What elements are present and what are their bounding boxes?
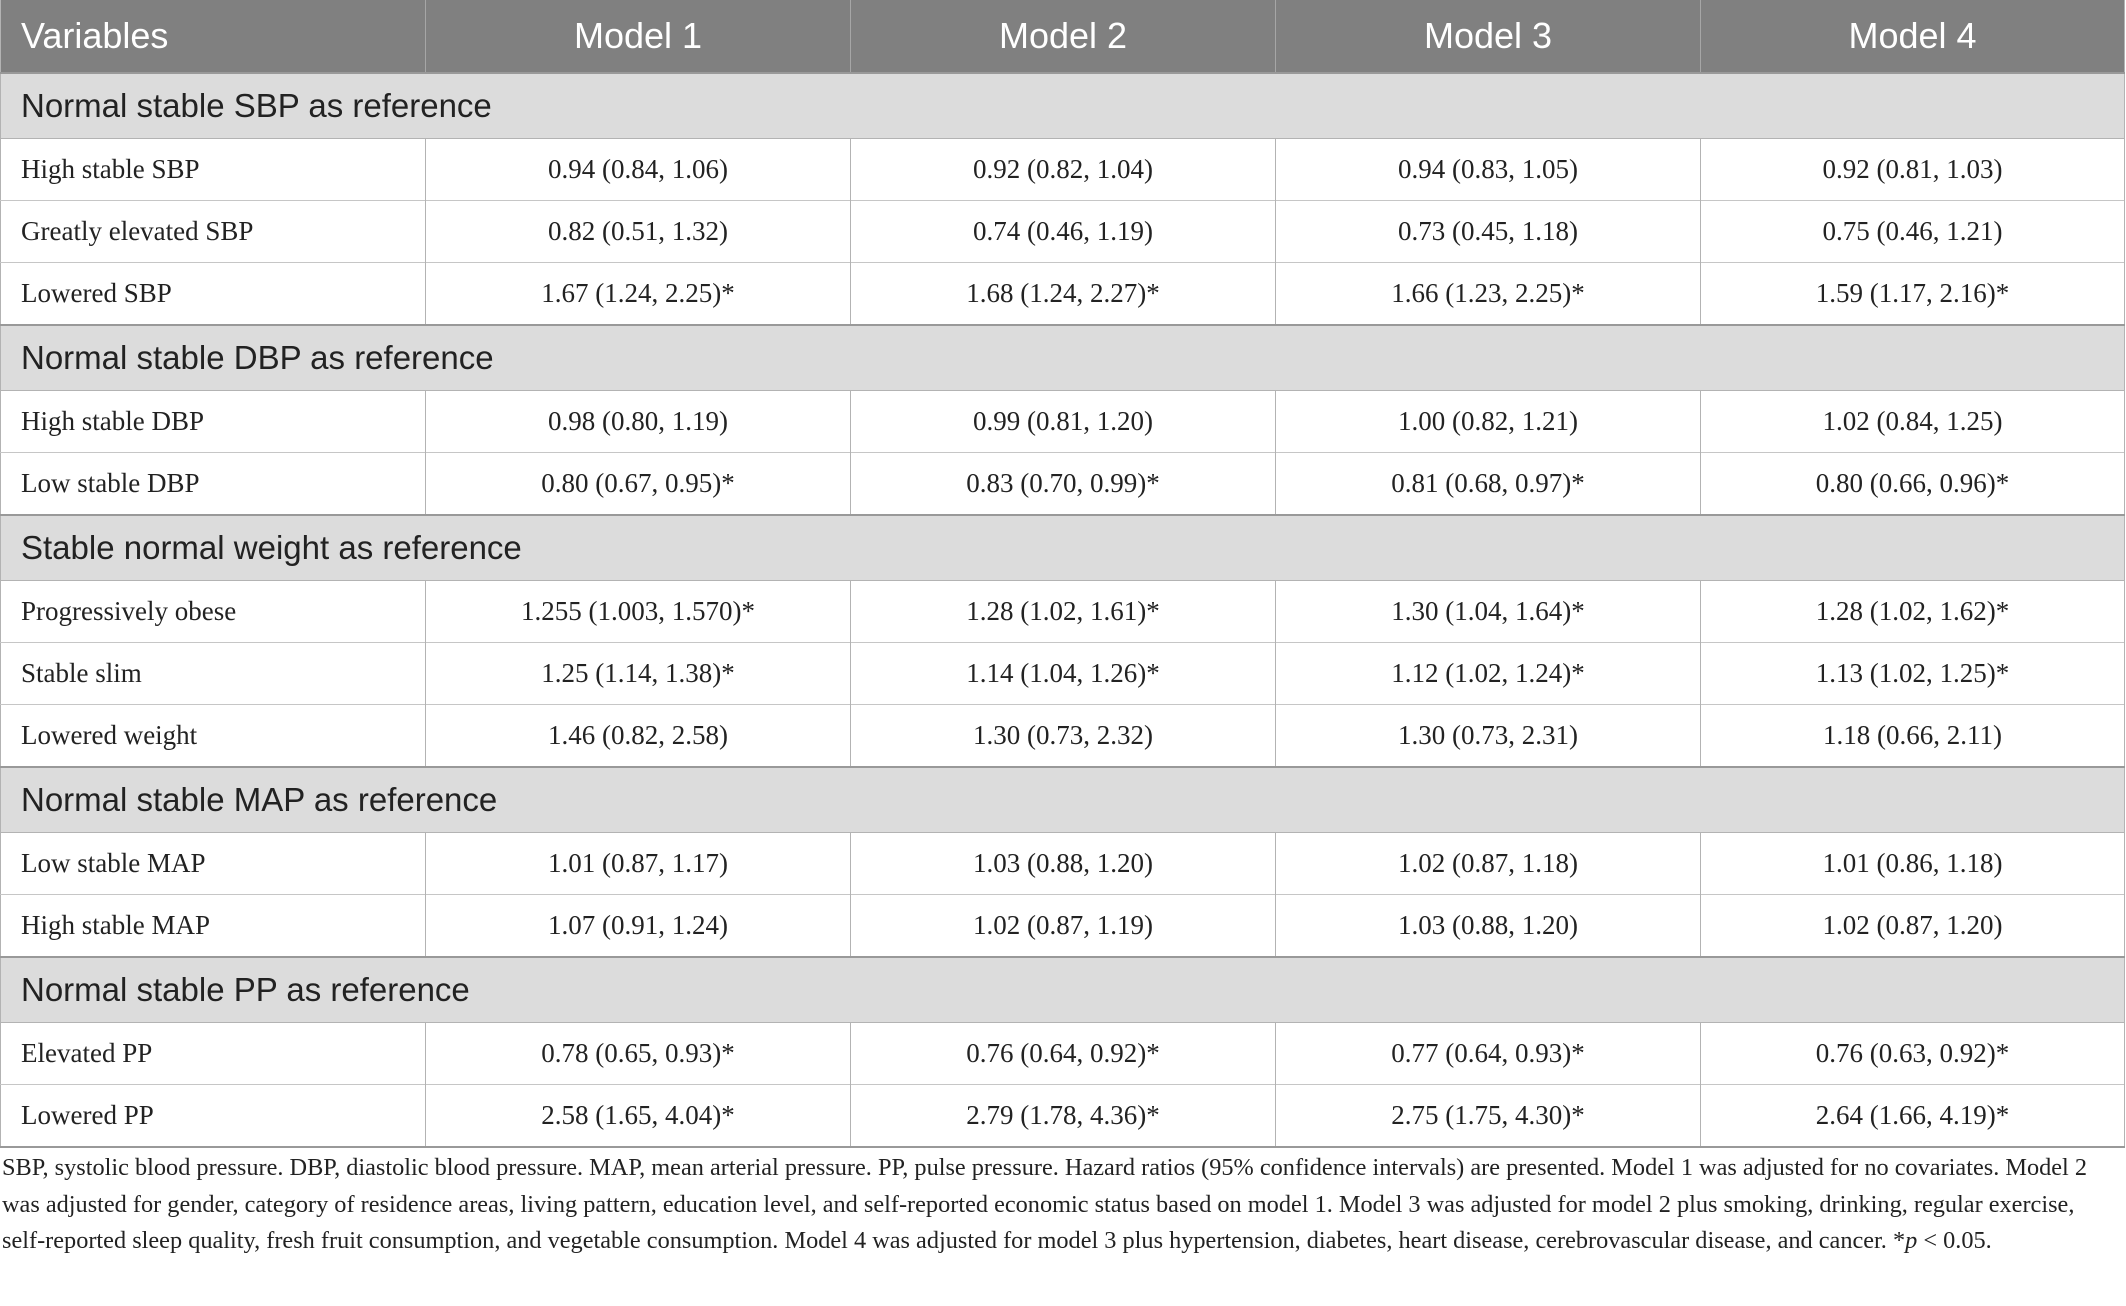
variable-cell: Lowered PP (1, 1085, 426, 1148)
header-model-3: Model 3 (1276, 0, 1701, 73)
model-2-value-cell: 1.03 (0.88, 1.20) (851, 833, 1276, 895)
model-4-value-cell: 1.28 (1.02, 1.62)* (1701, 581, 2125, 643)
model-4-value-cell: 0.80 (0.66, 0.96)* (1701, 453, 2125, 516)
section-row (1, 73, 2125, 139)
variable-cell: Low stable DBP (1, 453, 426, 516)
table-row (1, 139, 2125, 201)
model-2-value-cell: 0.99 (0.81, 1.20) (851, 391, 1276, 453)
variable-cell: High stable MAP (1, 895, 426, 958)
model-1-value-cell: 0.78 (0.65, 0.93)* (426, 1023, 851, 1085)
model-4-value-cell: 2.64 (1.66, 4.19)* (1701, 1085, 2125, 1148)
model-4-value-cell: 0.92 (0.81, 1.03) (1701, 139, 2125, 201)
model-4-value-cell: 0.75 (0.46, 1.21) (1701, 201, 2125, 263)
section-title: Stable normal weight as reference (1, 515, 2125, 581)
footnote-star: * (1892, 1227, 1906, 1254)
section-row (1, 515, 2125, 581)
variable-cell: Lowered SBP (1, 263, 426, 326)
section-title: Normal stable SBP as reference (1, 73, 2125, 139)
variable-cell: Stable slim (1, 643, 426, 705)
model-3-value-cell: 1.02 (0.87, 1.18) (1276, 833, 1701, 895)
model-2-value-cell: 1.28 (1.02, 1.61)* (851, 581, 1276, 643)
model-2-value-cell: 0.76 (0.64, 0.92)* (851, 1023, 1276, 1085)
model-1-value-cell: 1.67 (1.24, 2.25)* (426, 263, 851, 326)
variable-cell: Elevated PP (1, 1023, 426, 1085)
model-1-value-cell: 1.46 (0.82, 2.58) (426, 705, 851, 768)
model-1-value-cell: 0.98 (0.80, 1.19) (426, 391, 851, 453)
variable-cell: Greatly elevated SBP (1, 201, 426, 263)
model-3-value-cell: 1.00 (0.82, 1.21) (1276, 391, 1701, 453)
table-footnote (2, 1150, 2120, 1260)
model-4-value-cell: 1.02 (0.84, 1.25) (1701, 391, 2125, 453)
section-row (1, 957, 2125, 1023)
model-1-value-cell: 0.94 (0.84, 1.06) (426, 139, 851, 201)
model-2-value-cell: 1.14 (1.04, 1.26)* (851, 643, 1276, 705)
model-2-value-cell: 1.30 (0.73, 2.32) (851, 705, 1276, 768)
model-3-value-cell: 1.12 (1.02, 1.24)* (1276, 643, 1701, 705)
table-row (1, 391, 2125, 453)
table-row (1, 201, 2125, 263)
section-title: Normal stable MAP as reference (1, 767, 2125, 833)
model-2-value-cell: 2.79 (1.78, 4.36)* (851, 1085, 1276, 1148)
table-row (1, 453, 2125, 516)
table-row (1, 263, 2125, 326)
variable-cell: High stable SBP (1, 139, 426, 201)
model-1-value-cell: 2.58 (1.65, 4.04)* (426, 1085, 851, 1148)
section-row (1, 325, 2125, 391)
table-header (1, 0, 2125, 73)
table-row (1, 1085, 2125, 1148)
model-2-value-cell: 0.74 (0.46, 1.19) (851, 201, 1276, 263)
model-3-value-cell: 1.30 (1.04, 1.64)* (1276, 581, 1701, 643)
variable-cell: High stable DBP (1, 391, 426, 453)
model-3-value-cell: 1.30 (0.73, 2.31) (1276, 705, 1701, 768)
variable-cell: Progressively obese (1, 581, 426, 643)
model-3-value-cell: 0.77 (0.64, 0.93)* (1276, 1023, 1701, 1085)
variable-cell: Lowered weight (1, 705, 426, 768)
model-1-value-cell: 1.25 (1.14, 1.38)* (426, 643, 851, 705)
model-4-value-cell: 1.01 (0.86, 1.18) (1701, 833, 2125, 895)
header-variables: Variables (1, 0, 426, 73)
model-2-value-cell: 1.02 (0.87, 1.19) (851, 895, 1276, 958)
header-model-2: Model 2 (851, 0, 1276, 73)
model-1-value-cell: 1.01 (0.87, 1.17) (426, 833, 851, 895)
model-3-value-cell: 2.75 (1.75, 4.30)* (1276, 1085, 1701, 1148)
model-1-value-cell: 1.07 (0.91, 1.24) (426, 895, 851, 958)
model-3-value-cell: 0.81 (0.68, 0.97)* (1276, 453, 1701, 516)
section-title: Normal stable DBP as reference (1, 325, 2125, 391)
footnote-main: SBP, systolic blood pressure. DBP, diastolic blood pressure. MAP, mean arterial pressure. PP, pulse pressure. Hazard ratios (95% confidence intervals) are presented. Model 1 was adjusted for no covariates. Model 2 was adjusted for gender, category of residence areas, living pattern, education level, and self-reported economic status based on model 1. Model 3 was adjusted for model 2 plus smoking, drinking, regular exercise, self-reported sleep quality, fresh fruit consumption, and vegetable consumption. Model 4 was adjusted for model 3 plus hypertension, diabetes, heart disease, cerebrovascular disease, and cancer. (2, 1154, 2088, 1254)
variable-cell: Low stable MAP (1, 833, 426, 895)
table-row (1, 1023, 2125, 1085)
header-model-4: Model 4 (1701, 0, 2125, 73)
model-4-value-cell: 0.76 (0.63, 0.92)* (1701, 1023, 2125, 1085)
model-1-value-cell: 0.80 (0.67, 0.95)* (426, 453, 851, 516)
model-3-value-cell: 0.94 (0.83, 1.05) (1276, 139, 1701, 201)
model-2-value-cell: 1.68 (1.24, 2.27)* (851, 263, 1276, 326)
table-row (1, 643, 2125, 705)
model-3-value-cell: 0.73 (0.45, 1.18) (1276, 201, 1701, 263)
section-row (1, 767, 2125, 833)
model-2-value-cell: 0.92 (0.82, 1.04) (851, 139, 1276, 201)
table-row (1, 581, 2125, 643)
header-row (1, 0, 2125, 73)
model-3-value-cell: 1.03 (0.88, 1.20) (1276, 895, 1701, 958)
section-title: Normal stable PP as reference (1, 957, 2125, 1023)
footnote-p-symbol: p (1905, 1227, 1918, 1254)
table-row (1, 833, 2125, 895)
footnote-p-threshold: < 0.05. (1917, 1227, 1992, 1254)
table-row (1, 895, 2125, 958)
model-3-value-cell: 1.66 (1.23, 2.25)* (1276, 263, 1701, 326)
model-1-value-cell: 1.255 (1.003, 1.570)* (426, 581, 851, 643)
table-body (1, 73, 2125, 1147)
header-model-1: Model 1 (426, 0, 851, 73)
model-1-value-cell: 0.82 (0.51, 1.32) (426, 201, 851, 263)
table-row (1, 705, 2125, 768)
model-4-value-cell: 1.18 (0.66, 2.11) (1701, 705, 2125, 768)
model-2-value-cell: 0.83 (0.70, 0.99)* (851, 453, 1276, 516)
model-4-value-cell: 1.02 (0.87, 1.20) (1701, 895, 2125, 958)
model-4-value-cell: 1.59 (1.17, 2.16)* (1701, 263, 2125, 326)
model-4-value-cell: 1.13 (1.02, 1.25)* (1701, 643, 2125, 705)
